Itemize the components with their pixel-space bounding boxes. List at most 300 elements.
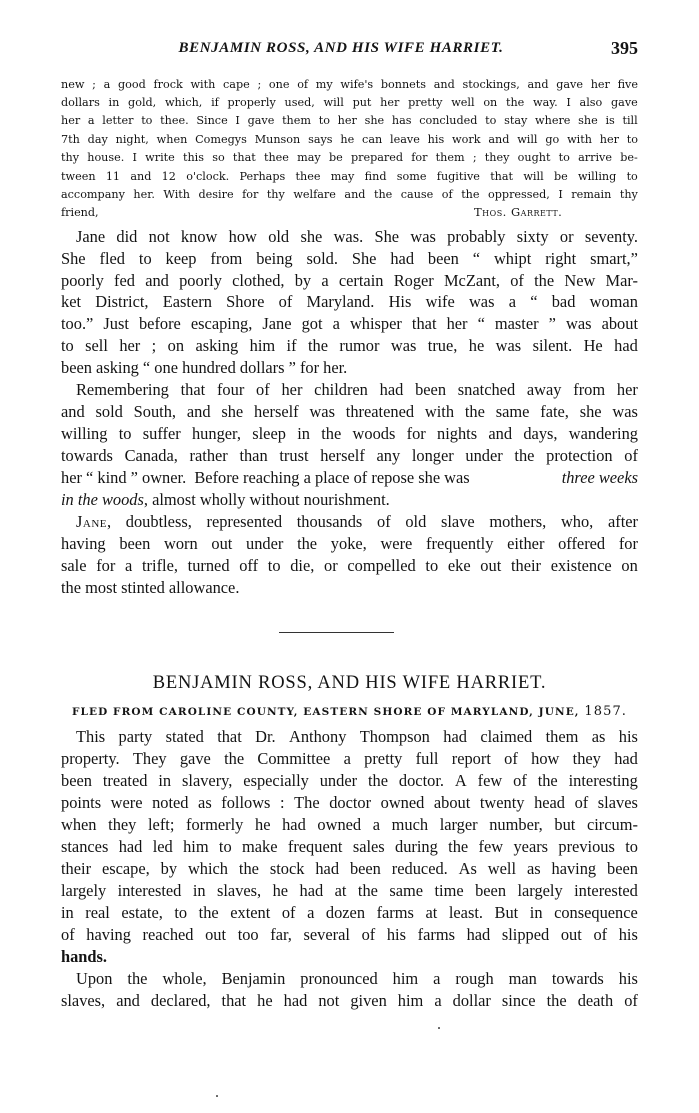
word: I: [558, 188, 563, 201]
word: under: [319, 771, 358, 790]
word: With: [163, 188, 190, 201]
word: on: [167, 336, 185, 355]
word: too.”: [61, 314, 94, 333]
word: few: [478, 837, 504, 856]
word: die,: [290, 556, 315, 575]
word: too: [237, 925, 259, 944]
word: a: [433, 969, 441, 988]
word: by: [160, 859, 178, 878]
word: got: [301, 314, 323, 333]
word: right: [545, 249, 577, 268]
letter-line: [61, 114, 638, 127]
word: for: [96, 556, 116, 575]
word: before: [138, 314, 181, 333]
word: the: [238, 859, 259, 878]
word: farms: [376, 903, 414, 922]
word: few: [477, 771, 503, 790]
word: her: [337, 114, 357, 127]
word: a: [307, 903, 315, 922]
word: her: [61, 114, 81, 127]
word: sale: [61, 556, 87, 575]
word: estate,: [121, 903, 163, 922]
word: which: [187, 859, 228, 878]
word: snatched: [457, 380, 516, 399]
word: the: [321, 424, 342, 443]
word: slavery,: [182, 771, 233, 790]
word: to: [61, 336, 74, 355]
word: towards: [61, 446, 113, 465]
word: off: [239, 556, 259, 575]
word: of: [574, 793, 589, 812]
word: His: [388, 292, 412, 311]
word: was.: [333, 227, 364, 246]
word: I: [566, 96, 571, 109]
word: farms: [417, 925, 455, 944]
word: interesting: [568, 771, 638, 790]
word: She: [351, 249, 377, 268]
word: been: [61, 771, 92, 790]
word: poorly: [179, 271, 222, 290]
word: five: [617, 78, 638, 91]
word: the: [357, 881, 378, 900]
word: was: [309, 402, 335, 421]
word: reduced.: [391, 859, 448, 878]
word: old: [268, 227, 290, 246]
word: to: [626, 133, 638, 146]
word: to: [138, 249, 152, 268]
text-line: [61, 771, 638, 791]
word: compelled: [347, 556, 416, 575]
word: out: [560, 925, 582, 944]
word: under: [246, 534, 284, 553]
word: had: [118, 837, 143, 856]
word: of: [361, 925, 376, 944]
word: circum-: [586, 815, 638, 834]
word: put: [352, 96, 372, 109]
word: the: [546, 991, 567, 1010]
word: for: [618, 534, 638, 553]
word: leave: [390, 133, 420, 146]
word: gold,: [128, 96, 157, 109]
word: used,: [284, 96, 315, 109]
text-line: [61, 881, 638, 901]
word: write: [145, 151, 175, 164]
word: he: [257, 991, 273, 1010]
word: longer: [411, 446, 454, 465]
word: gave: [179, 749, 211, 768]
word: way.: [533, 96, 558, 109]
word: they: [572, 749, 601, 768]
word: 11: [105, 170, 121, 183]
word: will: [523, 170, 544, 183]
word: dozen: [325, 903, 366, 922]
word: how: [228, 227, 257, 246]
word: of: [256, 380, 270, 399]
word: slaves,: [217, 881, 262, 900]
word: real: [85, 903, 110, 922]
word: She: [61, 249, 86, 268]
word: welfare: [293, 188, 336, 201]
word: the: [464, 402, 485, 421]
word: concluded: [419, 114, 478, 127]
word: arrive: [578, 151, 612, 164]
word: had: [282, 815, 306, 834]
word: their: [510, 556, 541, 575]
word: thy: [266, 188, 285, 201]
word: for: [242, 188, 259, 201]
word: and: [186, 402, 211, 421]
text-line: [61, 925, 638, 945]
word: woods: [352, 424, 396, 443]
word: from: [573, 380, 606, 399]
word: and: [130, 170, 152, 183]
italic-text: three weeks: [561, 468, 638, 487]
word: points: [61, 793, 102, 812]
word: a: [332, 314, 340, 333]
text-line: [76, 227, 638, 247]
word: a: [103, 78, 111, 91]
word: rather: [189, 446, 228, 465]
word: to: [218, 837, 232, 856]
word: time: [434, 881, 464, 900]
word: him: [183, 837, 209, 856]
word: a: [508, 292, 516, 311]
word: of: [513, 771, 527, 790]
word: she: [221, 402, 244, 421]
word: This: [76, 727, 106, 746]
word: gave: [610, 96, 638, 109]
word: were: [380, 534, 413, 553]
word: to: [118, 424, 132, 443]
word: properly: [227, 96, 276, 109]
word: suffer: [142, 424, 181, 443]
text-line: [76, 512, 638, 532]
word: slipped: [501, 925, 550, 944]
word: 7th: [61, 133, 80, 146]
word: herself: [254, 402, 299, 421]
word: had: [614, 336, 638, 355]
word: slaves: [597, 793, 638, 812]
word: wandering: [568, 424, 638, 443]
word: But: [494, 903, 519, 922]
word: did: [116, 227, 138, 246]
word: As: [458, 859, 477, 878]
word: prepared: [350, 151, 404, 164]
word: protection: [546, 446, 613, 465]
word: know: [180, 227, 218, 246]
letter-line: [61, 133, 638, 146]
word: same: [495, 402, 530, 421]
word: the: [224, 749, 245, 768]
word: A: [454, 771, 467, 790]
text-segment: , almost wholly without nourishment.: [143, 490, 390, 509]
word: in: [61, 903, 74, 922]
subheading-text: FLED FROM CAROLINE COUNTY, EASTERN SHORE OF MARYLAND, JUNE,: [71, 706, 580, 718]
word: be: [553, 170, 568, 183]
italic-text: in the woods: [61, 490, 144, 509]
word: had: [466, 925, 491, 944]
word: frequently: [426, 534, 494, 553]
word: and: [344, 188, 366, 201]
word: has: [391, 114, 412, 127]
running-head: [61, 38, 638, 60]
letter-signature: Thos. Garrett.: [474, 205, 563, 219]
word: Upon: [76, 969, 113, 988]
word: “: [477, 314, 485, 333]
word: sales: [352, 837, 385, 856]
word: in: [529, 903, 543, 922]
word: of: [624, 991, 638, 1010]
word: about: [433, 793, 471, 812]
word: ;: [151, 336, 157, 355]
word: his: [618, 727, 638, 746]
word: dollar: [452, 991, 491, 1010]
word: claimed: [480, 727, 533, 746]
text-line: hands.: [61, 947, 108, 966]
text-line: [61, 446, 638, 466]
word: during: [395, 837, 438, 856]
word: letter: [102, 114, 134, 127]
word: which,: [164, 96, 203, 109]
word: of: [593, 925, 608, 944]
word: He: [583, 336, 603, 355]
word: her.: [133, 188, 155, 201]
text-line: [61, 468, 638, 488]
word: of: [281, 903, 296, 922]
word: whipt: [493, 249, 532, 268]
word: his: [618, 925, 638, 944]
word: or: [324, 556, 338, 575]
text-line: the most stinted allowance.: [61, 578, 240, 597]
word: that: [411, 314, 437, 333]
word: the: [198, 903, 219, 922]
word: thee: [263, 151, 289, 164]
word: fed: [114, 271, 135, 290]
word: herself: [320, 446, 365, 465]
word: :: [280, 793, 285, 812]
scan-speck: [216, 1095, 218, 1097]
text-line: [61, 249, 638, 269]
letter-line: [61, 170, 638, 183]
word: They: [132, 749, 167, 768]
word: certain: [338, 271, 384, 290]
word: where: [535, 114, 571, 127]
word: having: [86, 925, 131, 944]
word: gave: [556, 78, 583, 91]
word: interested: [117, 881, 182, 900]
word: South,: [133, 402, 177, 421]
word: this: [182, 151, 204, 164]
word: was: [495, 336, 522, 355]
word: at: [334, 881, 347, 900]
word: sleep: [252, 424, 286, 443]
word: the: [514, 446, 535, 465]
word: full: [415, 749, 439, 768]
word: extent: [230, 903, 271, 922]
word: when: [156, 133, 188, 146]
text-line: [76, 969, 638, 989]
word: ;: [472, 151, 477, 164]
word: offered: [558, 534, 606, 553]
word: and: [145, 271, 169, 290]
word: New: [564, 271, 596, 290]
word: the: [297, 534, 318, 553]
word: on: [483, 96, 498, 109]
word: and: [433, 78, 455, 91]
running-title: BENJAMIN ROSS, AND HIS WIFE HARRIET.: [178, 40, 504, 56]
word: in: [297, 424, 310, 443]
word: them: [282, 114, 311, 127]
word: a: [434, 991, 442, 1010]
word: her: [616, 380, 638, 399]
word: the: [534, 271, 555, 290]
word: and: [488, 133, 510, 146]
word: was: [410, 227, 436, 246]
word: slaves,: [61, 991, 106, 1010]
word: be-: [620, 151, 638, 164]
word: I: [132, 151, 137, 164]
word: to: [485, 114, 497, 127]
word: of: [61, 925, 75, 944]
word: her: [446, 314, 468, 333]
word: night,: [115, 133, 149, 146]
word: yoke,: [330, 534, 367, 553]
page-number: 395: [611, 38, 638, 58]
word: make: [242, 837, 278, 856]
word: that: [180, 380, 206, 399]
word: house.: [87, 151, 125, 164]
word: a: [125, 556, 133, 575]
word: frequent: [287, 837, 343, 856]
word: any: [376, 446, 401, 465]
word: by: [294, 271, 312, 290]
word: trust: [279, 446, 309, 465]
word: was: [566, 314, 592, 333]
word: be: [328, 151, 343, 164]
word: with: [567, 133, 592, 146]
word: been: [119, 534, 151, 553]
word: Benjamin: [221, 969, 286, 988]
word: District,: [95, 292, 149, 311]
word: remain: [571, 188, 612, 201]
word: Munson: [254, 133, 301, 146]
word: him: [397, 991, 424, 1010]
word: his: [618, 969, 638, 988]
word: a: [372, 815, 381, 834]
word: either: [507, 534, 545, 553]
word: consequence: [554, 903, 638, 922]
word: had: [283, 991, 308, 1010]
word: asking: [195, 336, 239, 355]
word: them: [435, 151, 465, 164]
word: previous: [558, 837, 615, 856]
word: least.: [448, 903, 483, 922]
word: report: [451, 749, 491, 768]
word: he: [468, 336, 485, 355]
text-line: [61, 424, 638, 444]
word: and: [527, 78, 549, 91]
word: stances: [61, 837, 109, 856]
word: had: [379, 380, 404, 399]
word: Jane: [262, 314, 292, 333]
word: the: [367, 771, 388, 790]
word: follows: [221, 793, 271, 812]
word: “: [472, 249, 481, 268]
word: wife: [425, 292, 455, 311]
word: of: [624, 446, 638, 465]
word: that: [221, 991, 247, 1010]
word: not: [318, 991, 340, 1010]
word: been: [475, 881, 507, 900]
word: had: [315, 859, 340, 878]
word: well: [487, 859, 517, 878]
word: rough: [455, 969, 494, 988]
letter-line: [61, 188, 638, 201]
word: one: [268, 78, 290, 91]
word: since: [501, 991, 536, 1010]
word: will: [517, 133, 538, 146]
word: day: [87, 133, 108, 146]
word: hunger,: [191, 424, 241, 443]
word: a: [321, 271, 329, 290]
word: sixty: [516, 227, 549, 246]
word: my: [315, 78, 333, 91]
word: had: [299, 881, 324, 900]
word: to: [625, 837, 638, 856]
word: a: [343, 749, 351, 768]
word: ”: [548, 314, 556, 333]
word: stated: [165, 727, 204, 746]
word: been: [427, 249, 459, 268]
word: bonnets: [380, 78, 427, 91]
scan-speck: [438, 1027, 440, 1029]
word: they: [108, 815, 137, 834]
word: owned: [317, 815, 362, 834]
word: how: [531, 749, 560, 768]
word: can: [362, 133, 383, 146]
word: Committee: [257, 749, 331, 768]
word: willing: [61, 424, 108, 443]
word: escaping,: [190, 314, 253, 333]
word: I: [235, 114, 240, 127]
word: and: [488, 424, 513, 443]
word: to: [626, 170, 638, 183]
word: is: [605, 114, 615, 127]
word: same: [389, 881, 424, 900]
text-segment: her “ kind ” owner. Before reaching a place of repose she was: [61, 468, 474, 487]
word: good: [117, 78, 146, 91]
word: largely: [517, 881, 563, 900]
word: as: [198, 793, 212, 812]
word: him: [249, 336, 276, 355]
word: well: [451, 96, 475, 109]
word: smart,”: [590, 249, 638, 268]
word: his: [386, 925, 406, 944]
word: of: [504, 749, 518, 768]
word: their: [61, 859, 92, 878]
word: also: [579, 96, 603, 109]
word: her: [590, 78, 610, 91]
word: Just: [103, 314, 129, 333]
word: under: [465, 446, 503, 465]
word: clothed,: [232, 271, 285, 290]
word: Thompson: [359, 727, 430, 746]
word: ;: [257, 78, 262, 91]
word: cape: [223, 78, 250, 91]
word: and: [61, 402, 85, 421]
word: party: [118, 727, 153, 746]
word: may: [330, 170, 355, 183]
